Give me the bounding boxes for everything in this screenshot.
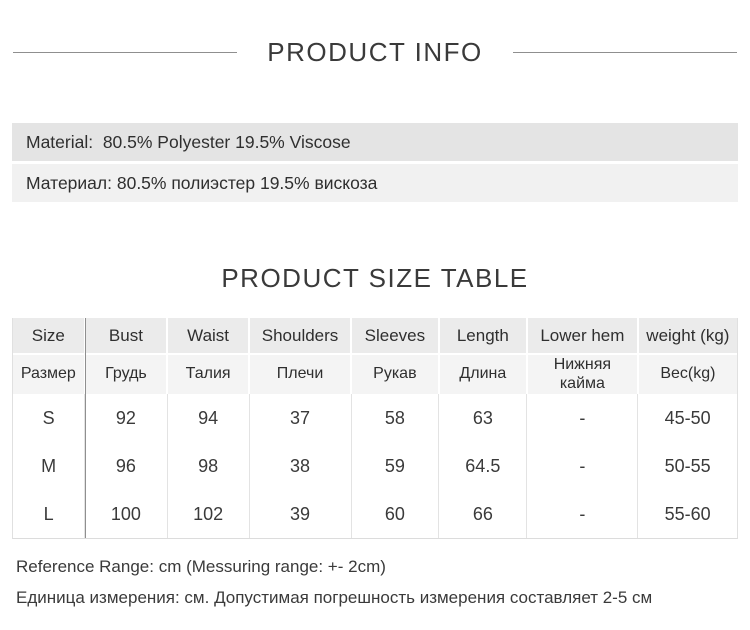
header-cell-bust-ru: Грудь	[85, 354, 168, 394]
table-cell: 37	[249, 394, 351, 442]
measurement-notes	[16, 556, 734, 609]
table-cell: 98	[167, 442, 249, 490]
table-cell: 55-60	[638, 490, 737, 538]
table-cell: 59	[351, 442, 439, 490]
header-cell-weight: weight (kg)	[638, 318, 737, 354]
table-cell: 50-55	[638, 442, 737, 490]
header-cell-length: Length	[439, 318, 527, 354]
table-cell: S	[13, 394, 85, 442]
table-cell: 63	[439, 394, 527, 442]
header-cell-waist: Waist	[167, 318, 249, 354]
material-section	[12, 123, 738, 202]
table-cell: 64.5	[439, 442, 527, 490]
table-cell: L	[13, 490, 85, 538]
first-column-divider-rule	[85, 318, 86, 538]
header-cell-shoulders-ru: Плечи	[249, 354, 351, 394]
table-cell: 39	[249, 490, 351, 538]
header-cell-weight-ru: Вес(kg)	[638, 354, 737, 394]
header-cell-shoulders: Shoulders	[249, 318, 351, 354]
table-cell: 60	[351, 490, 439, 538]
header-cell-size: Size	[13, 318, 85, 354]
table-cell: 38	[249, 442, 351, 490]
header-cell-sleeves: Sleeves	[351, 318, 439, 354]
table-cell: -	[527, 442, 638, 490]
size-table-title: PRODUCT SIZE TABLE	[221, 262, 529, 293]
title-divider-line-left	[13, 52, 237, 53]
size-table-header	[13, 262, 737, 294]
table-cell: 96	[85, 442, 168, 490]
table-cell: 45-50	[638, 394, 737, 442]
table-row-size-l	[13, 490, 737, 538]
table-row-size-s	[13, 394, 737, 442]
product-info-title: PRODUCT INFO	[267, 36, 483, 67]
table-cell: 92	[85, 394, 168, 442]
header-cell-lower-hem: Lower hem	[527, 318, 638, 354]
material-bar-en	[12, 123, 738, 161]
size-table-container	[12, 318, 738, 539]
title-divider-line-right	[513, 52, 737, 53]
size-table	[13, 318, 737, 538]
note-reference-en: Reference Range: cm (Messuring range: +- 2cm)	[16, 557, 386, 576]
table-cell: 66	[439, 490, 527, 538]
header-cell-sleeves-ru: Рукав	[351, 354, 439, 394]
table-header-row-en	[13, 318, 737, 354]
header-cell-size-ru: Размер	[13, 354, 85, 394]
table-cell: M	[13, 442, 85, 490]
header-cell-bust: Bust	[85, 318, 168, 354]
table-cell: -	[527, 394, 638, 442]
table-cell: 94	[167, 394, 249, 442]
material-text-ru: Материал: 80.5% полиэстер 19.5% вискоза	[26, 172, 378, 193]
material-text-en: Material: 80.5% Polyester 19.5% Viscose	[26, 131, 351, 152]
header-cell-length-ru: Длина	[439, 354, 527, 394]
material-bar-ru	[12, 164, 738, 202]
table-cell: 100	[85, 490, 168, 538]
table-row-size-m	[13, 442, 737, 490]
table-cell: 102	[167, 490, 249, 538]
table-cell: -	[527, 490, 638, 538]
table-cell: 58	[351, 394, 439, 442]
product-info-header	[13, 36, 737, 68]
header-cell-waist-ru: Талия	[167, 354, 249, 394]
table-header-row-ru	[13, 354, 737, 394]
note-reference-ru: Единица измерения: см. Допустимая погрешность измерения составляет 2-5 см	[16, 588, 653, 607]
header-cell-lower-hem-ru: Нижняя кайма	[527, 354, 638, 394]
